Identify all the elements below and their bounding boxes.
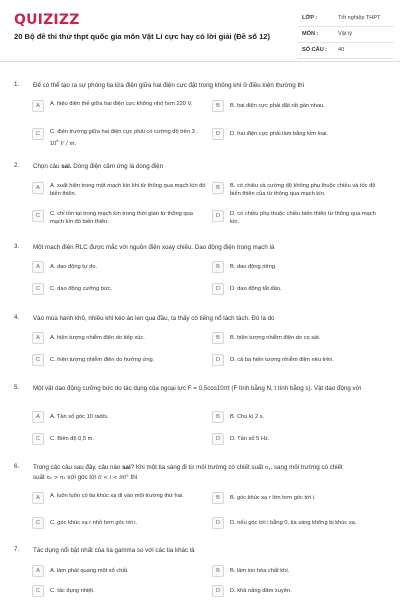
question-text-part: với góc tới [65,474,99,481]
option-letter: C [32,517,44,529]
option-text: C. chỉ tồn tại trong mạch kín trong thời gian từ thông qua mạch kín đó biến thiên. [50,211,193,225]
option-letter: C [32,210,44,222]
option-c[interactable] [32,126,209,147]
meta-label: LỚP : [302,15,318,21]
option-letter: C [32,354,44,366]
option-text: A. dao động tự do. [50,264,98,270]
question-number: 7. [14,546,20,553]
question-number: 1. [14,81,20,88]
option-text: C. tác dụng nhiệt. [50,588,95,594]
option-a[interactable] [32,98,209,116]
option-letter: B [212,492,224,504]
option-letter: B [212,261,224,273]
option-letter: A [32,565,44,577]
question-text-part: Chọn câu [33,163,62,170]
option-text: D. Tần số 5 Hz. [230,436,270,442]
option-letter: A [32,411,44,423]
option-a[interactable] [32,563,209,581]
meta-row-subject [298,29,394,43]
question-number: 3. [14,243,20,250]
option-c[interactable] [32,515,209,533]
option-letter: A [32,100,44,112]
option-c[interactable] [32,208,209,226]
option-text: D. cả ba hiện tượng nhiễm điện nêu trên. [230,357,334,363]
question-text-bold: sai [122,464,131,471]
option-letter: D [212,585,224,597]
option-letter: B [212,411,224,423]
option-text: B. góc khúc xạ r lớn hơn góc tới i. [230,495,316,501]
meta-row-count [298,45,394,59]
question-number: 4. [14,314,20,321]
option-letter: D [212,210,224,222]
option-b[interactable] [212,98,389,116]
option-letter: C [32,585,44,597]
option-b[interactable] [212,259,389,277]
option-c[interactable] [32,281,209,299]
option-letter: C [32,433,44,445]
option-letter: C [32,128,44,140]
math-expression: n₂ > n₁ [46,475,66,481]
meta-value: Tốt nghiệp THPT [338,15,381,21]
option-text: B. dao động riêng. [230,264,277,270]
math-symbol: n [264,465,269,471]
question-text-part: , sang môi trường có chiết [270,464,343,471]
option-text: C. hiện tượng nhiễm điện do hưởng ứng. [50,357,155,363]
option-text: C. Biên độ 0,5 m. [50,436,94,442]
question-number: 2. [14,162,20,169]
header [0,0,400,62]
question-text [33,162,378,171]
question-text: Vào mùa hanh khô, nhiều khi kéo áo len qua đầu, ta thấy có tiếng nổ lách tách. Đó là do [33,315,275,322]
option-a[interactable] [32,330,209,348]
option-b[interactable] [212,180,389,198]
quizizz-logo: QUIZIZZ [14,12,80,28]
option-d[interactable] [212,281,389,299]
subscript: 1 [268,466,271,471]
option-c[interactable] [32,431,209,449]
question-text-part: Trong các câu sau đây, câu nào [33,464,123,471]
question-text: Tác dụng nổi bật nhất của tia gamma so với các tia khác là [33,547,195,554]
option-d[interactable] [212,431,389,449]
option-b[interactable] [212,490,389,508]
question-text: Một vật dao động cưỡng bức do tác dụng của ngoại lực F = 0,5cos10πt (F tính bằng N, t tính bằng s). Vật dao động với [33,385,362,392]
question-text: Để có thể tạo ra sự phóng tia lửa điện giữa hai điện cực đặt trong không khí ở điều kiện thường thì [33,82,305,89]
option-text: D. có chiều phụ thuộc chiều biến thiên từ thông qua mạch kín. [230,211,376,225]
option-text: D. nếu góc tới i bằng 0, tia sáng không bị khúc xạ. [230,520,357,526]
option-letter: A [32,182,44,194]
option-letter: D [212,128,224,140]
option-text: D. khả năng đâm xuyên. [230,588,292,594]
question-text [33,463,378,483]
unit: V / m. [58,140,77,147]
option-a[interactable] [32,259,209,277]
question-text-part: Dòng điện cảm ứng là dòng điện [71,163,164,170]
option-letter: D [212,354,224,366]
option-a[interactable] [32,490,209,508]
option-text: D. hai điện cực phải làm bằng kim loại. [230,131,329,137]
option-letter: B [212,182,224,194]
question-text-part: thì [128,474,138,481]
option-d[interactable] [212,126,389,144]
option-letter: D [212,283,224,295]
meta-label: SỐ CÂU : [302,47,328,53]
question-number: 6. [14,463,20,470]
question-text: Một mạch điện RLC được mắc với nguồn điện xoay chiều. Dao động điện trong mạch là [33,244,275,251]
option-c[interactable] [32,352,209,370]
option-text: B. làm ion hóa chất khí. [230,568,290,574]
option-text: C. dao động cưỡng bức. [50,286,113,292]
meta-value: Vật lý [338,31,352,37]
option-text: B. hiện tượng nhiễm điện do cọ xát. [230,335,321,341]
option-d[interactable] [212,352,389,370]
option-letter: A [32,492,44,504]
option-text: A. xuất hiện trong một mạch kín khi từ thông qua mạch kín đó biến thiên. [50,183,206,197]
meta-row-class [298,13,394,27]
option-d[interactable] [212,515,389,533]
option-b[interactable] [212,563,389,581]
option-letter: C [32,283,44,295]
math-expression: 0 < i < 90° [98,475,129,481]
option-letter: A [32,261,44,273]
option-text: A. Tần số góc 10 rad/s. [50,414,109,420]
option-text: A. làm phát quang một số chất. [50,568,129,574]
question-number: 5. [14,384,20,391]
question-text-part: ? Khi một tia sáng đi từ môi trường có chiết suất [130,464,265,471]
option-text: D. dao động tắt dần. [230,286,282,292]
option-text: A. hiệu điện thế giữa hai điện cực không nhỏ hơn 220 V. [50,101,193,107]
option-c[interactable] [32,583,209,600]
option-text: B. có chiều và cường độ không phụ thuộc chiều và tốc độ biến thiên của từ thông qua mạch kín. [230,183,376,197]
option-b[interactable] [212,409,389,427]
document-title: 20 Bộ đề thi thử thpt quốc gia môn Vật Lí cực hay có lời giải (Đề số 12) [14,32,271,41]
option-letter: B [212,100,224,112]
option-b[interactable] [212,330,389,348]
option-letter: D [212,433,224,445]
option-letter: B [212,565,224,577]
option-text: A. hiện tượng nhiễm điện do tiếp xúc. [50,335,145,341]
option-letter: B [212,332,224,344]
option-text: C. góc khúc xạ r nhỏ hơn góc tới i. [50,520,138,526]
option-a[interactable] [32,409,209,427]
option-text: A. luôn luôn có tia khúc xạ đi vào môi trường thứ hai. [50,493,184,499]
option-letter: D [212,517,224,529]
option-text-part: C. điện trường giữa hai điện cực phải có cường độ trên 3 . 10 [50,129,198,147]
question-text-bold: sai. [61,163,72,170]
option-d[interactable] [212,208,389,226]
option-d[interactable] [212,583,389,600]
question-text-part: suất [33,474,47,481]
meta-label: MÔN : [302,31,319,37]
option-letter: A [32,332,44,344]
option-text [50,129,206,148]
option-text: B. hai điện cực phải đặt rất gần nhau. [230,103,325,109]
option-text: B. Chu kì 2 s. [230,414,265,420]
meta-value: 40 [338,47,345,53]
meta-box [298,13,394,61]
exponent: 6 [56,137,59,143]
option-a[interactable] [32,180,209,198]
